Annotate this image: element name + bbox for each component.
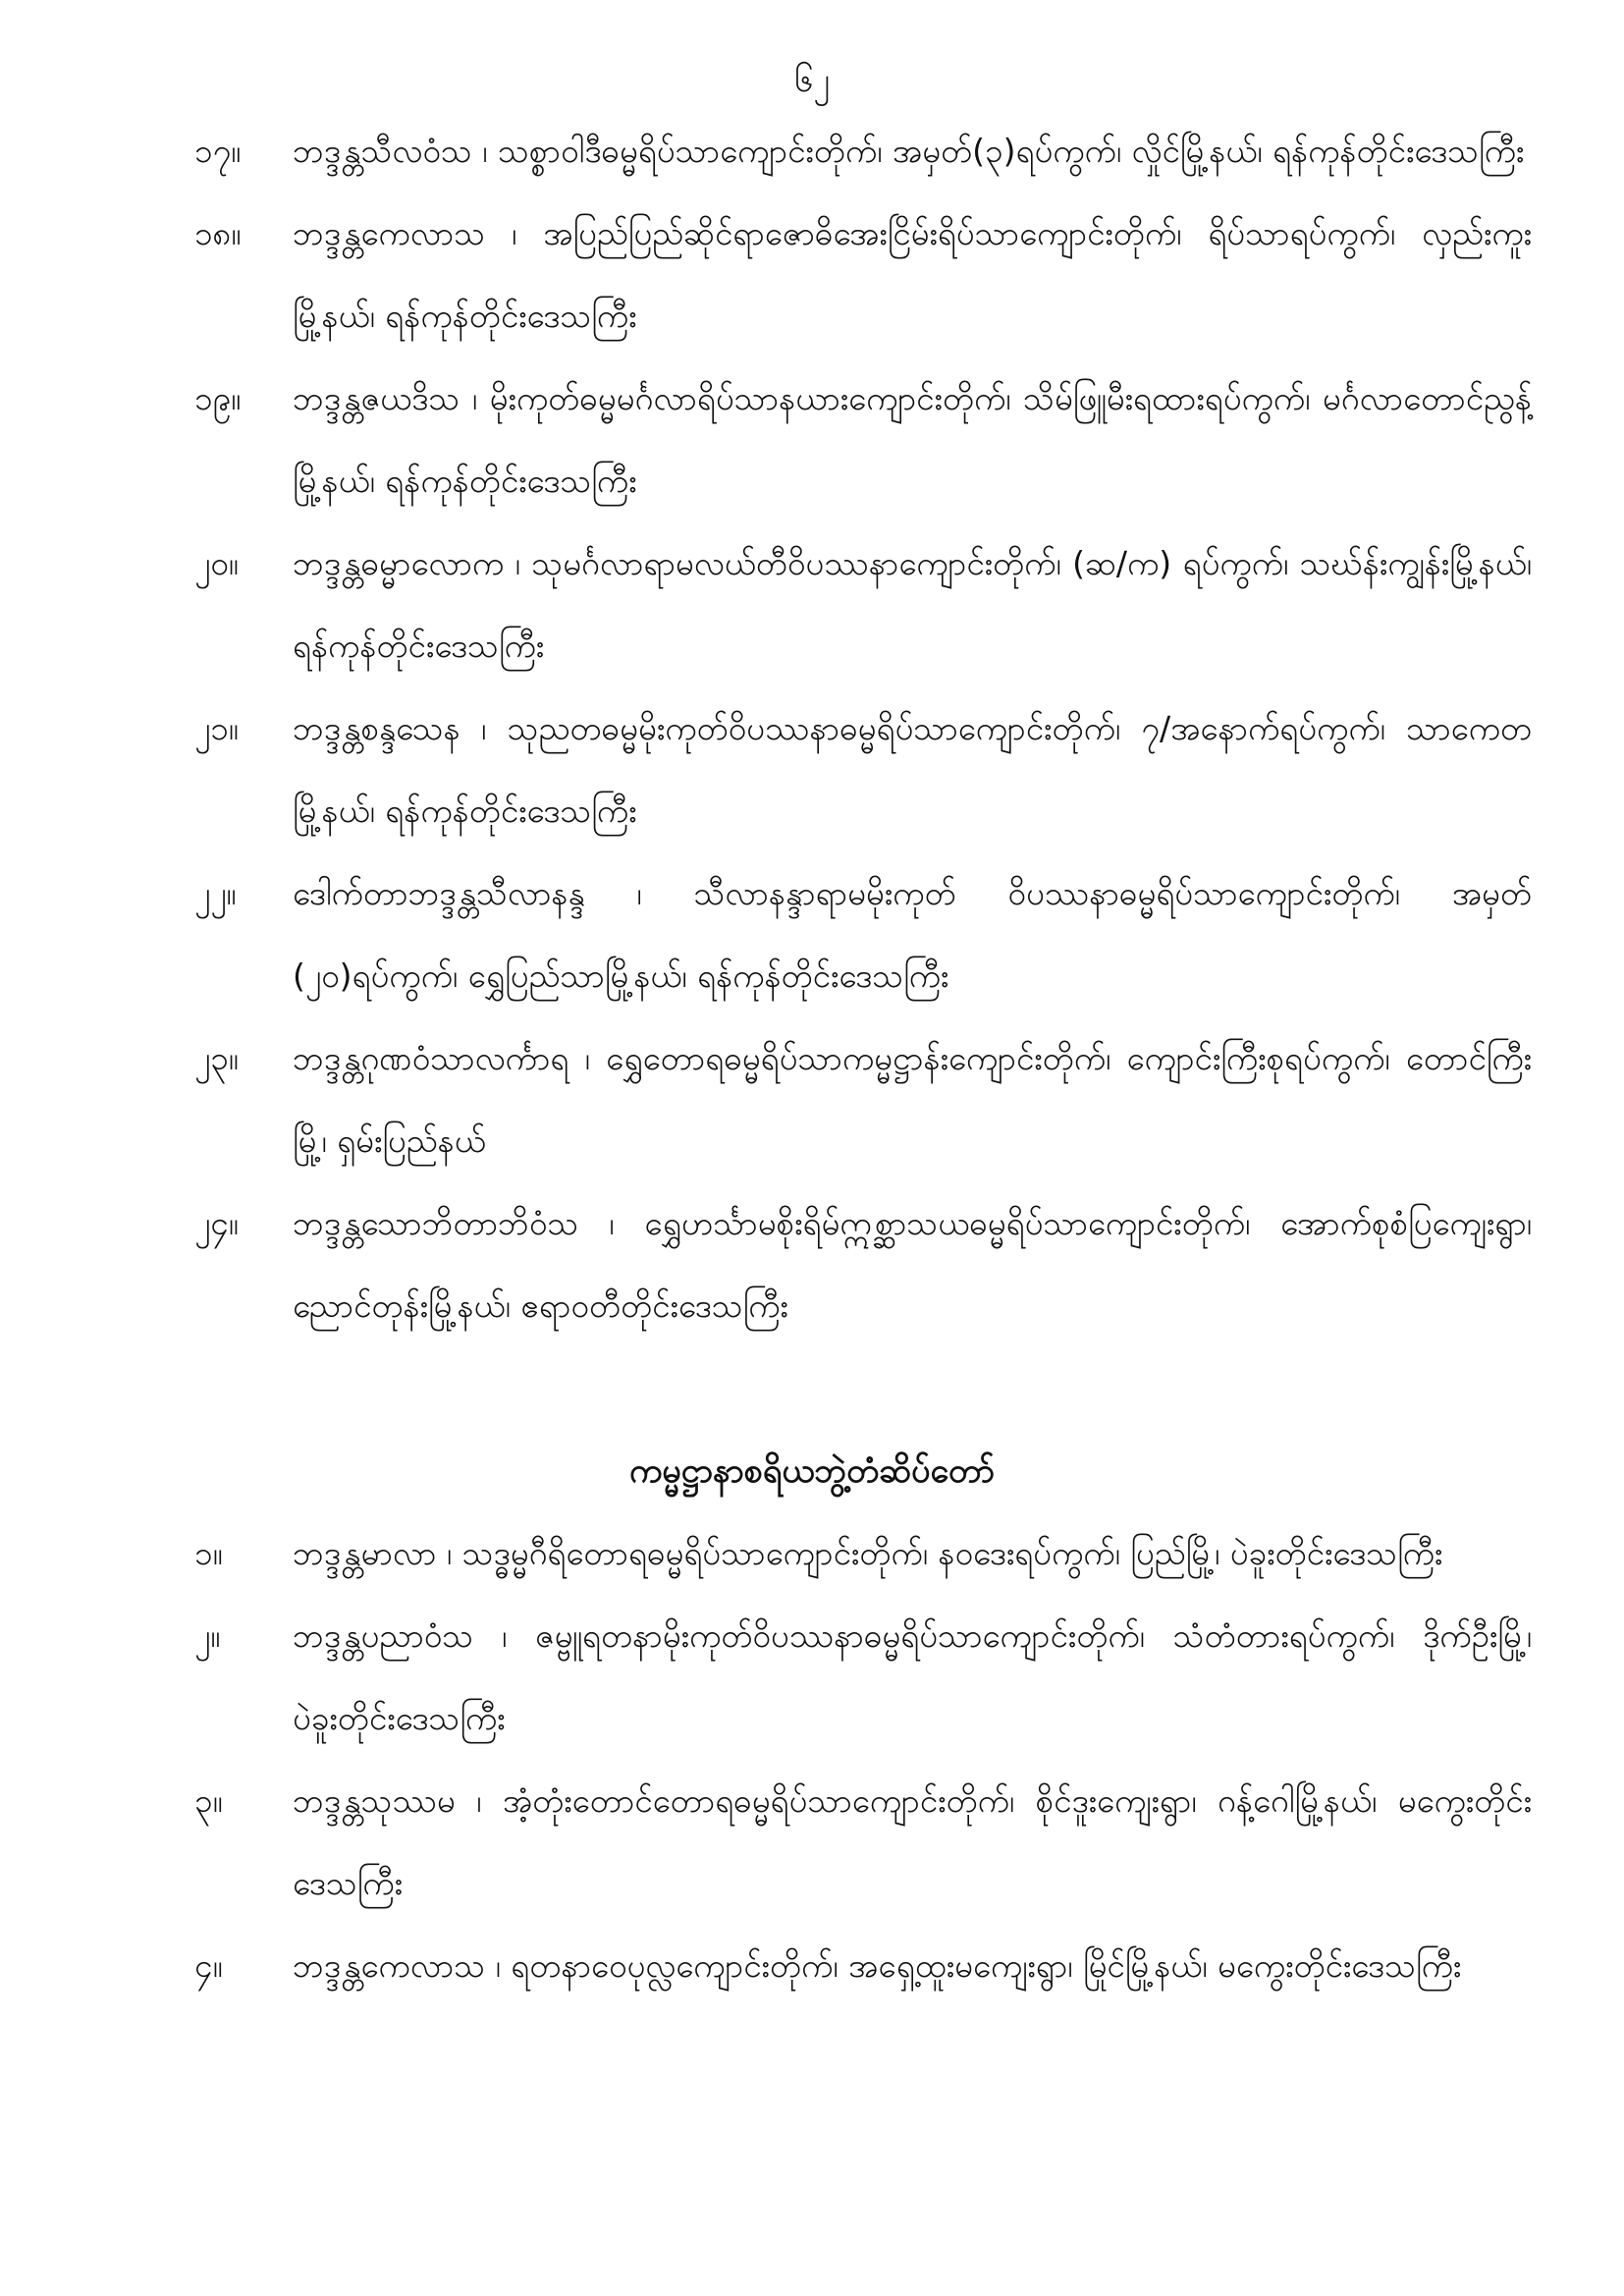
item-text: ဘဒ္ဒန္တပညာဝံသ ၊ ဇမ္ဗူရတနာမိုးကုတ်ဝိပဿနာဓမ္မရိပ်သာကျောင်းတိုက်၊ သံတံတားရပ်ကွက်၊ ဒိုက်ဦးမြို့၊ ပဲခူးတိုင်းဒေသကြီး bbox=[293, 1616, 1532, 1737]
item-text: ဘဒ္ဒန္တသောဘိတာဘိဝံသ ၊ ရွှေဟင်္သာမစိုးရိမ်ဣစ္ဆာသယဓမ္မရိပ်သာကျောင်းတိုက်၊ အောက်စုစံပြကျေးရွာ၊ ညောင်တုန်းမြို့နယ်၊ ဧရာဝတီတိုင်းဒေသကြီး bbox=[293, 1204, 1532, 1325]
item-text: ဘဒ္ဒန္တဂုဏဝံသာလင်္ကာရ ၊ ရွှေတောရဓမ္မရိပ်သာကမ္မဋ္ဌာန်းကျောင်းတိုက်၊ ကျောင်းကြီးစုရပ်ကွက်၊ တောင်ကြီးမြို့၊ ရှမ်းပြည်နယ် bbox=[293, 1039, 1532, 1160]
list-item bbox=[194, 1760, 1532, 1925]
item-text: ဘဒ္ဒန္တဓမ္မာလောက ၊ သုမင်္ဂလာရာမလယ်တီဝိပဿနာကျောင်းတိုက်၊ (ဆ/က) ရပ်ကွက်၊ သဃ်န်းကျွန်းမြို့နယ်၊ ရန်ကုန်တိုင်းဒေသကြီး bbox=[293, 544, 1532, 665]
list-item bbox=[194, 1182, 1532, 1347]
list-item bbox=[194, 522, 1532, 687]
list-item bbox=[194, 852, 1532, 1017]
item-text: ဘဒ္ဒန္တသုဿမ ၊ အံ့တုံးတောင်တောရဓမ္မရိပ်သာကျောင်းတိုက်၊ စိုင်ဒူးကျေးရွာ၊ ဂန့်ဂေါမြို့နယ်၊ မကွေးတိုင်းဒေသကြီး bbox=[293, 1781, 1532, 1902]
item-number: ၂၂။ bbox=[194, 874, 237, 912]
item-text: ဘဒ္ဒန္တဇယဒိသ ၊ မိုးကုတ်ဓမ္မမင်္ဂလာရိပ်သာနယားကျောင်းတိုက်၊ သိမ်ဖြူမီးရထားရပ်ကွက်၊ မင်္ဂလာတောင်ညွန့်မြို့နယ်၊ ရန်ကုန်တိုင်းဒေသကြီး bbox=[293, 379, 1532, 500]
list-item bbox=[194, 1925, 1532, 2007]
list-item bbox=[194, 1017, 1532, 1182]
item-number: ၁၇။ bbox=[194, 132, 242, 170]
item-number: ၂၄။ bbox=[194, 1204, 239, 1242]
item-number: ၂၀။ bbox=[194, 544, 239, 582]
list-item bbox=[194, 192, 1532, 357]
item-number: ၂၁။ bbox=[194, 709, 239, 747]
item-text: ဒေါက်တာဘဒ္ဒန္တသီလာနန္ဒ ၊ သီလာနန္ဒာရာမမိုးကုတ် ဝိပဿနာဓမ္မရိပ်သာကျောင်းတိုက်၊ အမှတ် (၂၀)ရပ်ကွက်၊ ရွှေပြည်သာမြို့နယ်၊ ရန်ကုန်တိုင်းဒေသကြီး bbox=[293, 874, 1532, 995]
award-list-kammatthanacariya bbox=[194, 1512, 1532, 2007]
item-text: ဘဒ္ဒန္တကေလာသ ၊ အပြည်ပြည်ဆိုင်ရာဇောဓိအေးငြိမ်းရိပ်သာကျောင်းတိုက်၊ ရိပ်သာရပ်ကွက်၊ လှည်းကူးမြို့နယ်၊ ရန်ကုန်တိုင်းဒေသကြီး bbox=[293, 214, 1532, 335]
list-item bbox=[194, 1595, 1532, 1760]
item-text: ဘဒ္ဒန္တစန္ဒသေန ၊ သုညတဓမ္မမိုးကုတ်ဝိပဿနာဓမ္မရိပ်သာကျောင်းတိုက်၊ ၇/အနောက်ရပ်ကွက်၊ သာကေတမြို့နယ်၊ ရန်ကုန်တိုင်းဒေသကြီး bbox=[293, 709, 1532, 830]
item-number: ၁၈။ bbox=[194, 214, 242, 252]
item-number: ၃။ bbox=[194, 1781, 223, 1820]
item-number: ၄။ bbox=[194, 1946, 223, 1985]
item-text: ဘဒ္ဒန္တသီလဝံသ ၊ သစ္စာဝါဒီဓမ္မရိပ်သာကျောင်းတိုက်၊ အမှတ်(၃)ရပ်ကွက်၊ လှိုင်မြို့နယ်၊ ရန်ကုန်တိုင်းဒေသကြီး bbox=[293, 132, 1525, 170]
item-number: ၂၃။ bbox=[194, 1039, 239, 1077]
item-text: ဘဒ္ဒန္တမာလာ ၊ သဒ္ဓမ္မဂီရိတောရဓမ္မရိပ်သာကျောင်းတိုက်၊ နဝဒေးရပ်ကွက်၊ ပြည်မြို့၊ ပဲခူးတိုင်းဒေသကြီး bbox=[293, 1534, 1443, 1572]
list-item bbox=[194, 110, 1532, 192]
list-item bbox=[194, 1512, 1532, 1595]
section-heading: ကမ္မဋ္ဌာနာစရိယဘွဲ့တံဆိပ်တော် bbox=[628, 1451, 995, 1491]
page-number: ၆၂ bbox=[794, 61, 830, 100]
list-item bbox=[194, 687, 1532, 852]
list-item bbox=[194, 357, 1532, 522]
award-list-continued bbox=[194, 110, 1532, 1347]
item-number: ၁။ bbox=[194, 1534, 223, 1572]
item-number: ၁၉။ bbox=[194, 379, 242, 417]
item-number: ၂။ bbox=[194, 1616, 221, 1655]
item-text: ဘဒ္ဒန္တကေလာသ ၊ ရတနာဝေပုလ္လကျောင်းတိုက်၊ အရှေ့ထူးမကျေးရွာ၊ မြိုင်မြို့နယ်၊ မကွေးတိုင်းဒေသကြီး bbox=[293, 1946, 1462, 1985]
